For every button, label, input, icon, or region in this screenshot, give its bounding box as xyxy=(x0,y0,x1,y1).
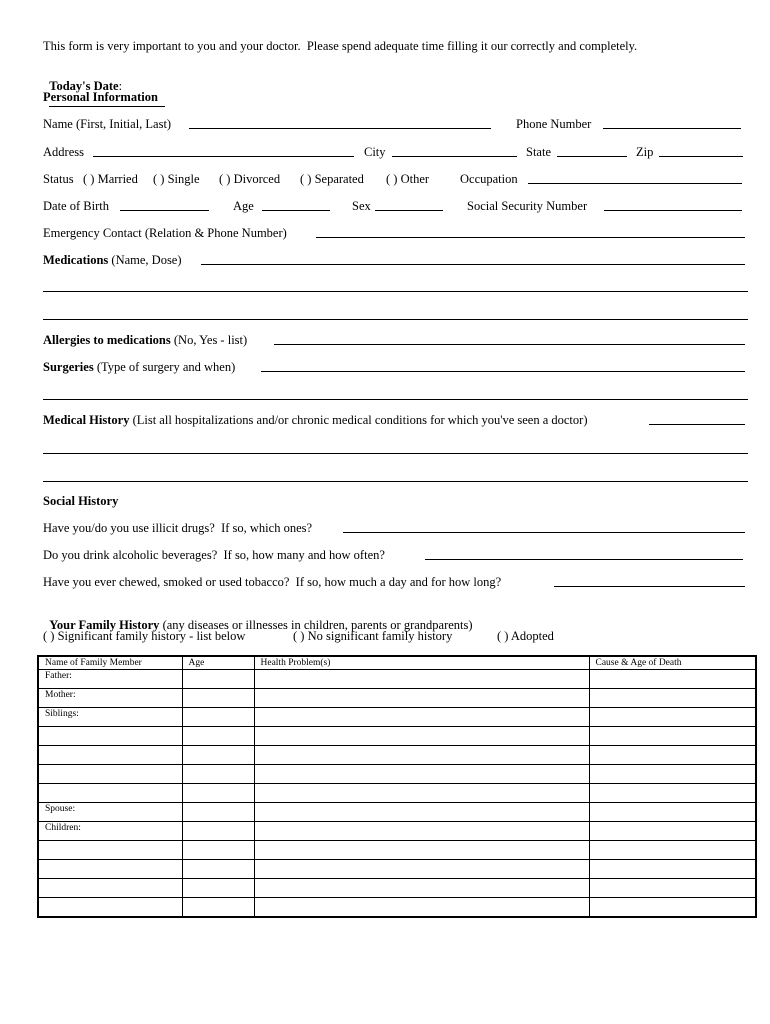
age-cell[interactable] xyxy=(182,822,254,841)
table-row xyxy=(38,803,756,822)
medical-history-row xyxy=(43,412,748,428)
health-problems-cell[interactable] xyxy=(254,879,589,898)
alcohol-question: Do you drink alcoholic beverages? If so, how many and how often? xyxy=(43,548,385,562)
table-row xyxy=(38,822,756,841)
cause-of-death-cell[interactable] xyxy=(589,708,756,727)
health-problems-cell[interactable] xyxy=(254,803,589,822)
medical-history-field[interactable] xyxy=(649,412,745,425)
family-table-header xyxy=(38,656,756,670)
age-cell[interactable] xyxy=(182,708,254,727)
name-label: Name (First, Initial, Last) xyxy=(43,117,172,131)
age-cell[interactable] xyxy=(182,689,254,708)
drugs-field[interactable] xyxy=(343,520,745,533)
zip-field[interactable] xyxy=(659,144,743,157)
medications-line-3[interactable] xyxy=(43,319,748,320)
medications-hint: (Name, Dose) xyxy=(111,253,182,267)
cause-of-death-cell[interactable] xyxy=(589,803,756,822)
family-history-label: Your Family History xyxy=(49,618,160,632)
family-member-cell[interactable] xyxy=(38,841,182,860)
family-options-row xyxy=(43,628,748,644)
state-label: State xyxy=(526,145,551,159)
family-member-cell[interactable] xyxy=(38,860,182,879)
age-cell[interactable] xyxy=(182,784,254,803)
medical-history-line-3[interactable] xyxy=(43,481,748,482)
health-problems-cell[interactable] xyxy=(254,898,589,918)
surgeries-line-2[interactable] xyxy=(43,399,748,400)
cause-of-death-cell[interactable] xyxy=(589,879,756,898)
allergies-row xyxy=(43,332,748,348)
status-married-option[interactable]: ( ) Married xyxy=(83,172,138,186)
cause-of-death-cell[interactable] xyxy=(589,841,756,860)
address-field[interactable] xyxy=(93,144,354,157)
health-problems-cell[interactable] xyxy=(254,765,589,784)
name-field[interactable] xyxy=(189,116,491,129)
ssn-field[interactable] xyxy=(604,198,742,211)
health-problems-cell[interactable] xyxy=(254,689,589,708)
status-other-option[interactable]: ( ) Other xyxy=(386,172,430,186)
age-cell[interactable] xyxy=(182,727,254,746)
age-cell[interactable] xyxy=(182,879,254,898)
todays-date-colon: : xyxy=(118,79,123,93)
family-member-cell[interactable]: Children: xyxy=(38,822,182,841)
table-row xyxy=(38,708,756,727)
cause-of-death-cell[interactable] xyxy=(589,822,756,841)
health-problems-cell[interactable] xyxy=(254,784,589,803)
family-member-cell[interactable] xyxy=(38,784,182,803)
allergies-label: Allergies to medications xyxy=(43,333,171,347)
table-row xyxy=(38,727,756,746)
table-row xyxy=(38,765,756,784)
table-row xyxy=(38,784,756,803)
emergency-field[interactable] xyxy=(316,225,745,238)
family-member-cell[interactable]: Siblings: xyxy=(38,708,182,727)
col-header-name: Name of Family Member xyxy=(38,656,182,670)
medical-history-line-2[interactable] xyxy=(43,453,748,454)
medical-history-label: Medical History xyxy=(43,413,130,427)
cause-of-death-cell[interactable] xyxy=(589,689,756,708)
cause-of-death-cell[interactable] xyxy=(589,765,756,784)
family-member-cell[interactable] xyxy=(38,727,182,746)
dob-label: Date of Birth xyxy=(43,199,109,213)
family-significant-option[interactable]: ( ) Significant family history - list below xyxy=(43,629,246,643)
age-cell[interactable] xyxy=(182,765,254,784)
cause-of-death-cell[interactable] xyxy=(589,898,756,918)
allergies-field[interactable] xyxy=(274,332,745,345)
surgeries-hint: (Type of surgery and when) xyxy=(96,360,236,374)
status-single-option[interactable]: ( ) Single xyxy=(153,172,200,186)
table-row xyxy=(38,879,756,898)
medications-label: Medications xyxy=(43,253,109,267)
age-label: Age xyxy=(233,199,254,213)
family-member-cell[interactable]: Mother: xyxy=(38,689,182,708)
emergency-label: Emergency Contact (Relation & Phone Number) xyxy=(43,226,287,240)
city-label: City xyxy=(364,145,386,159)
medications-field[interactable] xyxy=(201,252,745,265)
medical-history-hint: (List all hospitalizations and/or chronic medical conditions for which you've seen a doctor) xyxy=(132,413,588,427)
tobacco-field[interactable] xyxy=(554,574,745,587)
alcohol-row xyxy=(43,547,748,563)
family-member-cell[interactable] xyxy=(38,765,182,784)
phone-field[interactable] xyxy=(603,116,741,129)
social-history-heading: Social History xyxy=(43,494,119,508)
col-header-age: Age xyxy=(182,656,254,670)
family-adopted-option[interactable]: ( ) Adopted xyxy=(497,629,554,643)
alcohol-field[interactable] xyxy=(425,547,743,560)
drugs-question: Have you/do you use illicit drugs? If so, which ones? xyxy=(43,521,313,535)
zip-label: Zip xyxy=(636,145,654,159)
health-problems-cell[interactable] xyxy=(254,727,589,746)
tobacco-question: Have you ever chewed, smoked or used tobacco? If so, how much a day and for how long? xyxy=(43,575,502,589)
drugs-row xyxy=(43,520,748,536)
status-label: Status xyxy=(43,172,74,186)
cause-of-death-cell[interactable] xyxy=(589,860,756,879)
personal-info-heading: Personal Information xyxy=(43,90,158,104)
sex-label: Sex xyxy=(352,199,371,213)
table-row xyxy=(38,689,756,708)
age-cell[interactable] xyxy=(182,803,254,822)
family-history-hint: (any diseases or illnesses in children, parents or grandparents) xyxy=(162,618,473,632)
family-member-cell[interactable] xyxy=(38,898,182,918)
family-history-table xyxy=(37,655,757,918)
cause-of-death-cell[interactable] xyxy=(589,727,756,746)
state-field[interactable] xyxy=(557,144,627,157)
family-none-option[interactable]: ( ) No significant family history xyxy=(293,629,453,643)
table-row xyxy=(38,670,756,689)
health-problems-cell[interactable] xyxy=(254,841,589,860)
health-problems-cell[interactable] xyxy=(254,708,589,727)
medications-line-2[interactable] xyxy=(43,291,748,292)
surgeries-field[interactable] xyxy=(261,359,745,372)
dob-field[interactable] xyxy=(120,198,209,211)
table-row xyxy=(38,898,756,918)
cause-of-death-cell[interactable] xyxy=(589,746,756,765)
address-label: Address xyxy=(43,145,84,159)
status-divorced-option[interactable]: ( ) Divorced xyxy=(219,172,281,186)
tobacco-row xyxy=(43,574,748,590)
medications-row xyxy=(43,252,748,268)
occupation-label: Occupation xyxy=(460,172,518,186)
city-field[interactable] xyxy=(392,144,517,157)
todays-date-label: Today's Date xyxy=(49,79,119,93)
surgeries-row xyxy=(43,359,748,375)
name-row xyxy=(43,116,748,132)
occupation-field[interactable] xyxy=(528,171,742,184)
col-header-health: Health Problem(s) xyxy=(254,656,589,670)
col-header-death: Cause & Age of Death xyxy=(589,656,756,670)
dob-row xyxy=(43,198,748,214)
family-member-cell[interactable] xyxy=(38,746,182,765)
health-problems-cell[interactable] xyxy=(254,670,589,689)
age-cell[interactable] xyxy=(182,670,254,689)
age-cell[interactable] xyxy=(182,841,254,860)
address-row xyxy=(43,144,748,160)
age-field[interactable] xyxy=(262,198,330,211)
family-member-cell[interactable] xyxy=(38,879,182,898)
age-cell[interactable] xyxy=(182,898,254,918)
family-member-cell[interactable]: Father: xyxy=(38,670,182,689)
status-row xyxy=(43,171,748,187)
table-row xyxy=(38,746,756,765)
family-member-cell[interactable]: Spouse: xyxy=(38,803,182,822)
ssn-label: Social Security Number xyxy=(467,199,588,213)
health-problems-cell[interactable] xyxy=(254,822,589,841)
allergies-hint: (No, Yes - list) xyxy=(173,333,248,347)
age-cell[interactable] xyxy=(182,860,254,879)
table-row xyxy=(38,860,756,879)
age-cell[interactable] xyxy=(182,746,254,765)
status-separated-option[interactable]: ( ) Separated xyxy=(300,172,364,186)
health-problems-cell[interactable] xyxy=(254,746,589,765)
surgeries-label: Surgeries xyxy=(43,360,94,374)
sex-field[interactable] xyxy=(375,198,443,211)
emergency-row xyxy=(43,225,748,241)
table-row xyxy=(38,841,756,860)
cause-of-death-cell[interactable] xyxy=(589,784,756,803)
phone-label: Phone Number xyxy=(516,117,592,131)
health-problems-cell[interactable] xyxy=(254,860,589,879)
cause-of-death-cell[interactable] xyxy=(589,670,756,689)
intro-text: This form is very important to you and your doctor. Please spend adequate time filling it our correctly and completely. xyxy=(43,39,638,53)
